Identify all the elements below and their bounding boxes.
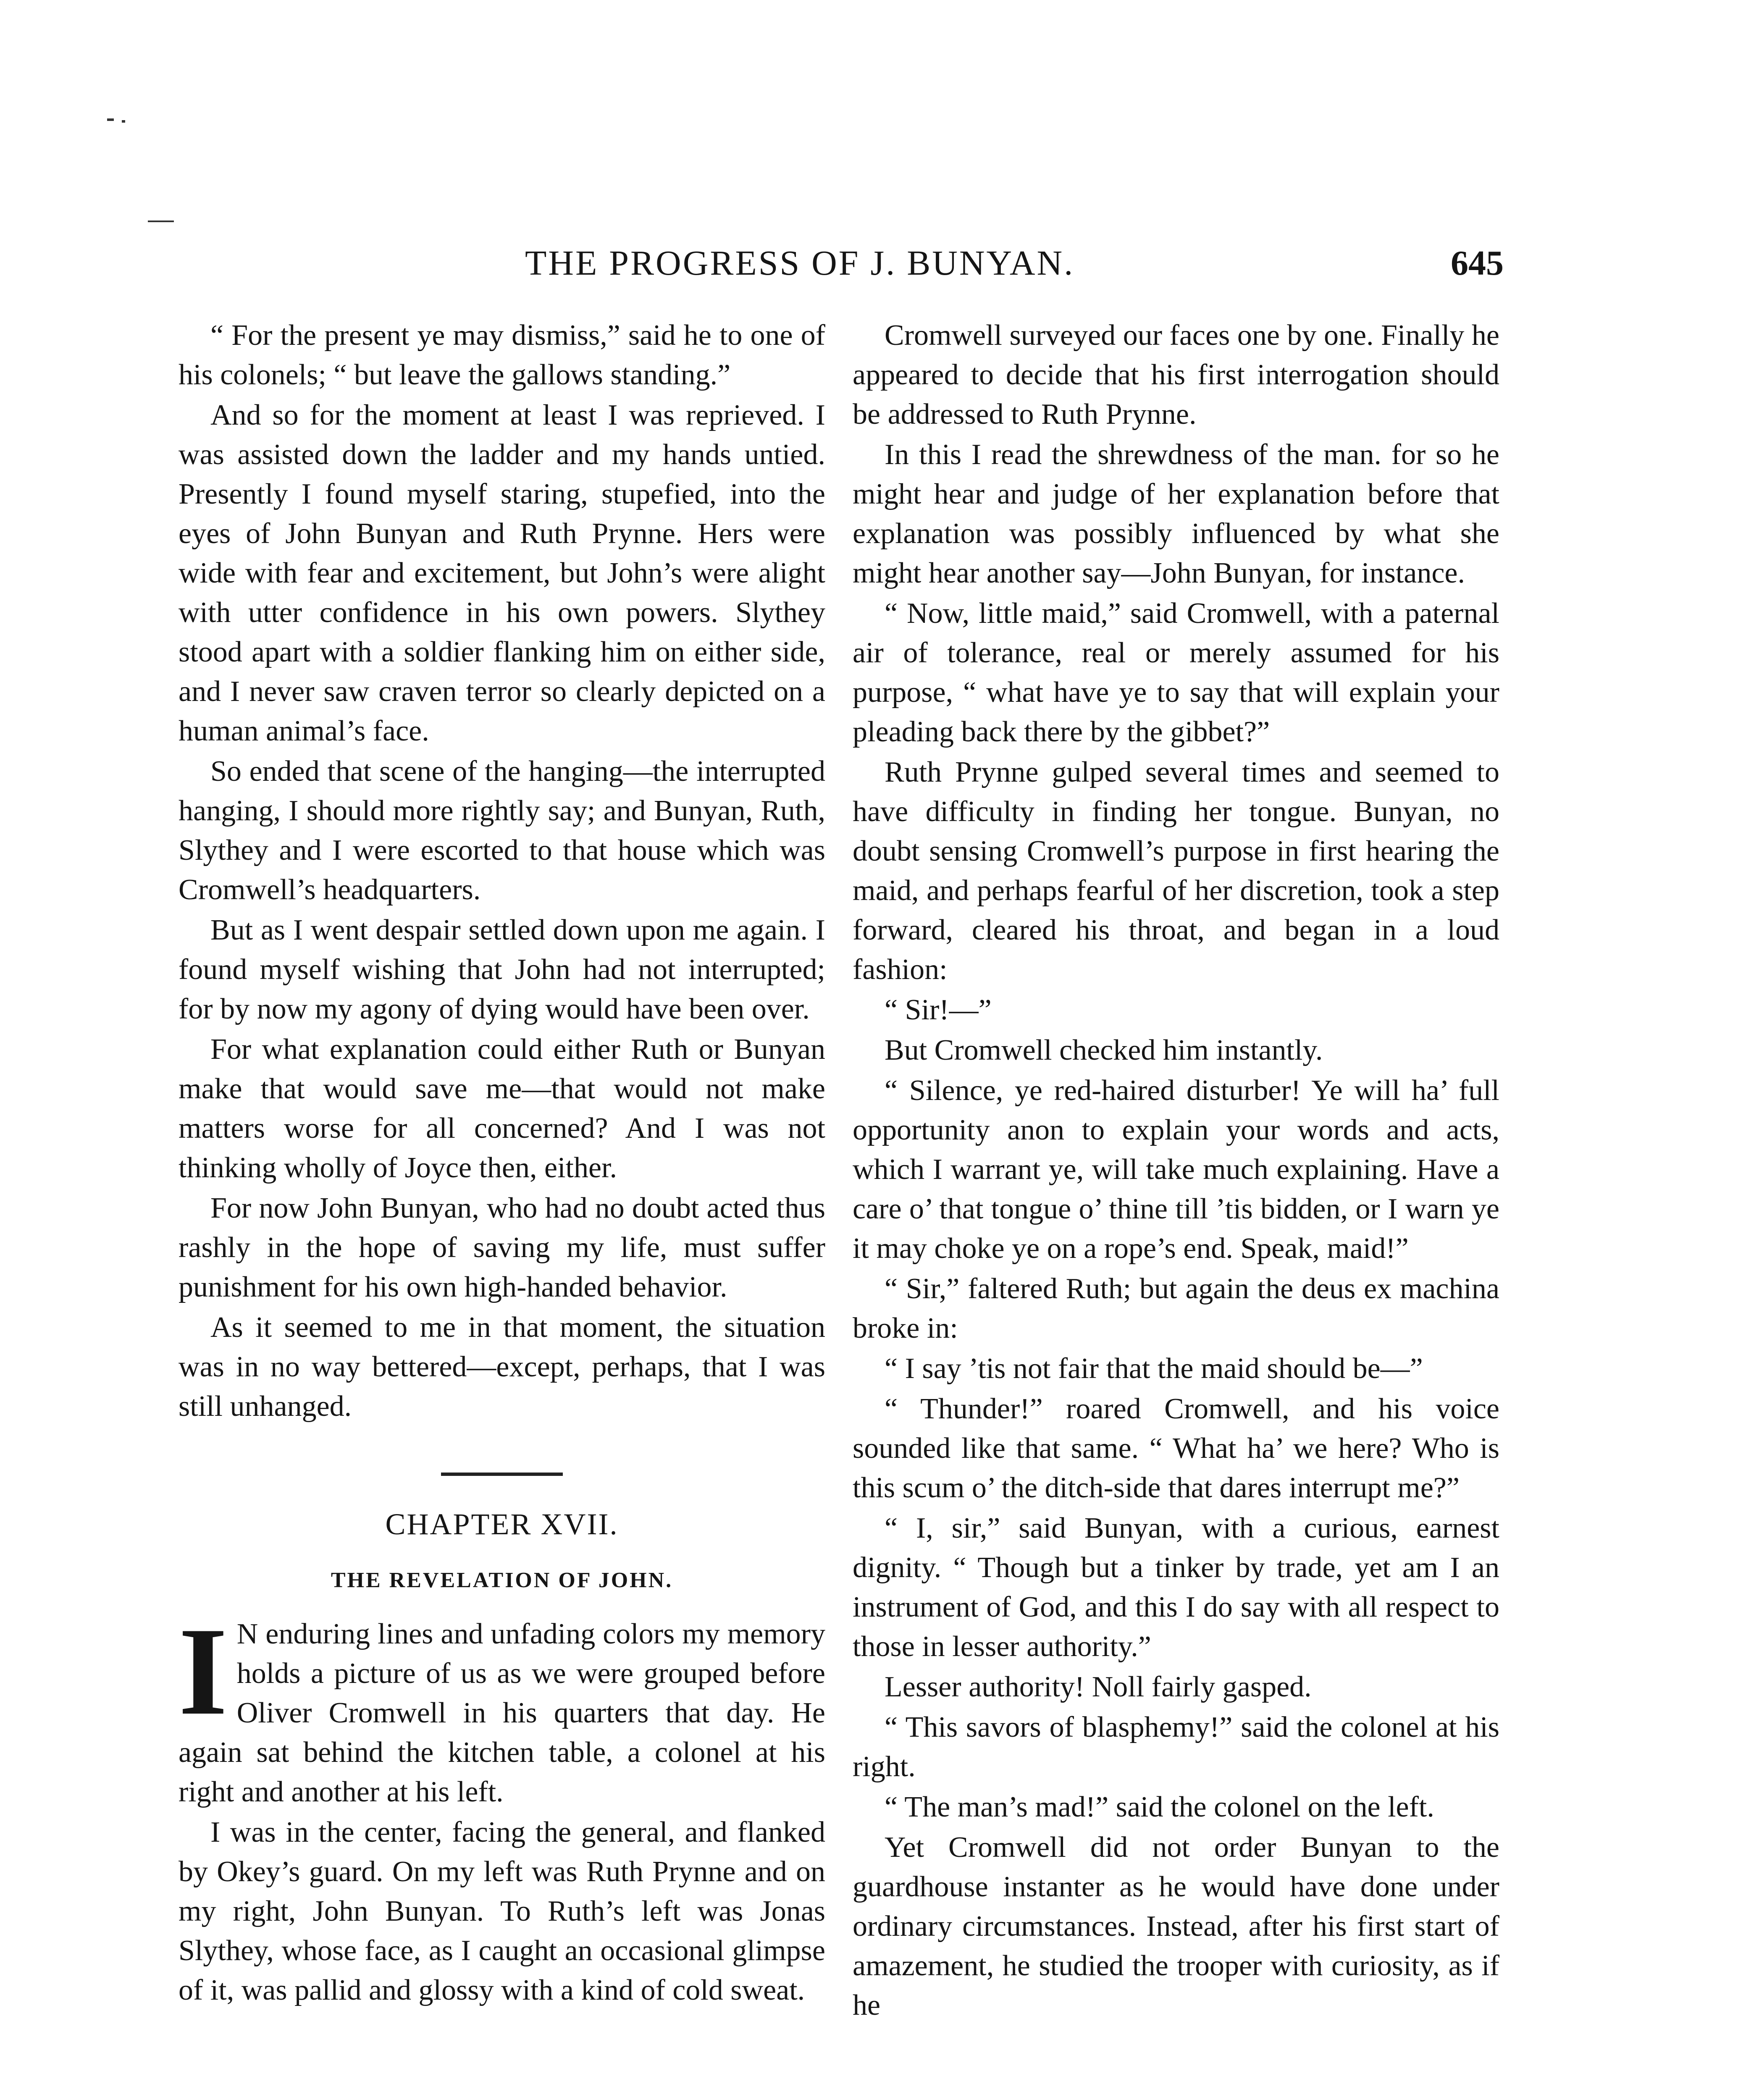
page-number: 645: [1451, 244, 1504, 283]
paragraph: Ruth Prynne gulped several times and seemed to have difficulty in finding her tongue. Bunyan, no doubt sensing Cromwell’s purpose in first hearing the maid, and perhaps fearful of her discretion, took a step forward, cleared his throat, and began in a loud fashion:: [853, 756, 1499, 986]
paragraph: For now John Bunyan, who had no doubt acted thus rashly in the hope of saving my life, must suffer punishment for his own high-handed behavior.: [179, 1192, 825, 1303]
right-column: [853, 316, 1499, 2026]
chapter-opening-paragraph: [179, 1601, 825, 1812]
chapter-title: CHAPTER XVII.: [385, 1507, 619, 1541]
paragraph: So ended that scene of the hanging—the interrupted hanging, I should more rightly say; and Bunyan, Ruth, Slythey and I were escorted to that house which was Cromwell’s headquarters.: [179, 755, 825, 906]
drop-cap: I: [179, 1601, 228, 1741]
paragraph: “ Thunder!” roared Cromwell, and his voice sounded like that same. “ What ha’ we here? Who is this scum o’ the ditch-side that dares interrupt me?”: [853, 1393, 1499, 1504]
paragraph: Lesser authority! Noll fairly gasped.: [885, 1671, 1312, 1703]
paragraph: Cromwell surveyed our faces one by one. Finally he appeared to decide that his first interrogation should be addressed to Ruth Prynne.: [853, 319, 1499, 430]
paragraph: Yet Cromwell did not order Bunyan to the guardhouse instanter as he would have done under ordinary circumstances. Instead, after his first start of amazement, he studied the trooper with curiosity, as if he: [853, 1831, 1499, 2021]
scan-mark: [148, 220, 174, 222]
paragraph: “ I say ’tis not fair that the maid should be—”: [885, 1352, 1423, 1385]
paragraph: “ Now, little maid,” said Cromwell, with a paternal air of tolerance, real or merely assumed for his purpose, “ what have ye to say that will explain your pleading back there by the gibbet?”: [853, 597, 1499, 748]
paragraph: For what explanation could either Ruth or Bunyan make that would save me—that would not make matters worse for all concerned? And I was not thinking wholly of Joyce then, either.: [179, 1033, 825, 1184]
running-title: THE PROGRESS OF J. BUNYAN.: [525, 244, 1075, 283]
paragraph: And so for the moment at least I was reprieved. I was assisted down the ladder and my hands untied. Presently I found myself staring, stupefied, into the eyes of John Bunyan and Ruth Prynne. Hers were wide with fear and excitement, but John’s were alight with utter confidence in his own powers. Slythey stood apart with a soldier flanking him on either side, and I never saw craven terror so clearly depicted on a human animal’s face.: [179, 399, 825, 747]
chapter-subtitle: THE REVELATION OF JOHN.: [331, 1568, 673, 1592]
paragraph: “ The man’s mad!” said the colonel on the left.: [885, 1791, 1434, 1823]
paragraph: “ Silence, ye red-haired disturber! Ye will ha’ full opportunity anon to explain your words and acts, which I warrant ye, will take much explaining. Have a care o’ that tongue o’ thine till ’tis bidden, or I warn ye it may choke ye on a rope’s end. Speak, maid!”: [853, 1074, 1499, 1265]
paragraph-text: N enduring lines and unfading colors my memory holds a picture of us as we were grouped before Oliver Cromwell in his quarters that day. He again sat behind the kitchen table, a colonel at his right and another at his left.: [179, 1618, 825, 1808]
paragraph: “ Sir,” faltered Ruth; but again the deus ex machina broke in:: [853, 1273, 1499, 1344]
scan-speck: [107, 118, 114, 121]
paragraph: I was in the center, facing the general, and flanked by Okey’s guard. On my left was Ruth Prynne and on my right, John Bunyan. To Ruth’s left was Jonas Slythey, whose face, as I caught an occasional glimpse of it, was pallid and glossy with a kind of cold sweat.: [179, 1816, 825, 2006]
paragraph: “ Sir!—”: [885, 994, 992, 1026]
paragraph: “ For the present ye may dismiss,” said he to one of his colonels; “ but leave the gallows standing.”: [179, 319, 825, 391]
paragraph: But as I went despair settled down upon me again. I found myself wishing that John had not interrupted; for by now my agony of dying would have been over.: [179, 914, 825, 1025]
paragraph: “ I, sir,” said Bunyan, with a curious, earnest dignity. “ Though but a tinker by trade, yet am I an instrument of God, and this I do say with all respect to those in lesser authority.”: [853, 1512, 1499, 1663]
scan-speck: [122, 120, 125, 123]
paragraph: In this I read the shrewdness of the man. for so he might hear and judge of her explanation before that explanation was possibly influenced by what she might hear another say—John Bunyan, for instance.: [853, 438, 1499, 589]
paragraph: But Cromwell checked him instantly.: [885, 1034, 1323, 1066]
running-head: [172, 243, 1504, 289]
paragraph: “ This savors of blasphemy!” said the colonel at his right.: [853, 1711, 1499, 1783]
paragraph: As it seemed to me in that moment, the situation was in no way bettered—except, perhaps, that I was still unhanged.: [179, 1311, 825, 1423]
left-column: [179, 316, 825, 2011]
section-divider: [441, 1473, 563, 1476]
